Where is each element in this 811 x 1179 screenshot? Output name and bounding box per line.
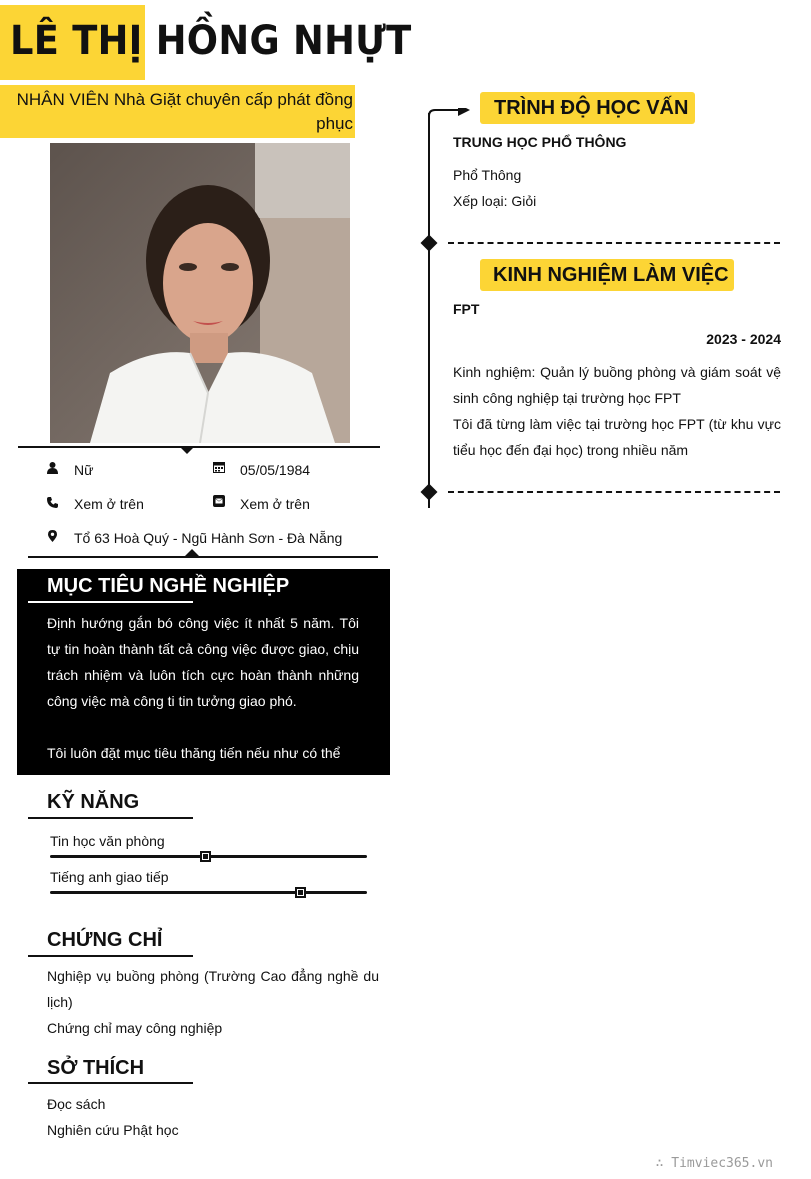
objective-paragraph: Định hướng gắn bó công việc ít nhất 5 năm. Tôi tự tin hoàn thành tất cả công việc được giao, chịu trách nhiệm và luôn tích cực hoàn thành những công việc mà công ti tin tưởng giao phó. [47, 615, 359, 709]
section-divider [448, 242, 780, 244]
experience-description: Tôi đã từng làm việc tại trường học FPT (từ khu vực tiểu học đến đại học) trong nhiều năm [453, 416, 781, 458]
email-icon [213, 495, 225, 507]
objective-text [47, 610, 359, 766]
education-title: TRÌNH ĐỘ HỌC VẤN [494, 97, 689, 119]
timeline-arrow-icon [428, 108, 472, 129]
phone-icon [46, 496, 58, 508]
address-value: Tổ 63 Hoà Quý - Ngũ Hành Sơn - Đà Nẵng [74, 530, 343, 546]
map-marker-icon [46, 530, 58, 542]
objective-title: MỤC TIÊU NGHỀ NGHIỆP [47, 575, 290, 597]
hobbies-underline [28, 1082, 193, 1084]
certificate-item: Chứng chỉ may công nghiệp [47, 1020, 223, 1036]
job-title: NHÂN VIÊN Nhà Giặt chuyên cấp phát đồng phục [0, 85, 355, 138]
hobbies-title: SỞ THÍCH [47, 1057, 145, 1079]
skill-level-marker [295, 887, 306, 898]
contact-bottom-divider [28, 556, 378, 558]
email-value: Xem ở trên [240, 496, 310, 512]
skill-label: Tiếng anh giao tiếp [50, 869, 169, 885]
contact-top-divider [18, 446, 380, 448]
candidate-name: LÊ THỊ HỒNG NHỰT [10, 18, 412, 64]
section-divider [448, 491, 780, 493]
birthday-value: 05/05/1984 [240, 462, 311, 478]
skills-underline [28, 817, 193, 819]
skills-title: KỸ NĂNG [47, 791, 140, 813]
timeline-diamond [421, 235, 438, 252]
calendar-icon [213, 461, 225, 473]
objective-underline [28, 601, 193, 603]
timeline-line [428, 113, 430, 508]
objective-paragraph: Tôi luôn đặt mục tiêu thăng tiến nếu như có thể [47, 745, 341, 761]
experience-description: Kinh nghiệm: Quản lý buồng phòng và giám soát vệ sinh công nghiệp tại trường học FPT [453, 364, 781, 406]
gender-value: Nữ [74, 462, 94, 478]
hobby-item: Nghiên cứu Phật học [47, 1122, 179, 1138]
skill-level-marker [200, 851, 211, 862]
certificates-underline [28, 955, 193, 957]
skill-bar [50, 891, 367, 894]
education-school: TRUNG HỌC PHỔ THÔNG [453, 134, 627, 150]
timeline-diamond [421, 484, 438, 501]
watermark: ∴ Timviec365.vn [655, 1156, 773, 1171]
divider-notch [179, 446, 195, 454]
user-icon [46, 462, 58, 474]
experience-period: 2023 - 2024 [706, 331, 781, 347]
hobby-item: Đọc sách [47, 1096, 106, 1112]
skill-label: Tin học văn phòng [50, 833, 165, 849]
profile-photo [50, 143, 350, 443]
phone-value: Xem ở trên [74, 496, 144, 512]
certificates-title: CHỨNG CHỈ [47, 929, 163, 951]
education-line: Phổ Thông [453, 167, 522, 183]
experience-company: FPT [453, 301, 480, 317]
education-line: Xếp loại: Giỏi [453, 193, 537, 209]
experience-title: KINH NGHIỆM LÀM VIỆC [493, 264, 729, 286]
certificate-item: Nghiệp vụ buồng phòng (Trường Cao đẳng nghề du lịch) [47, 968, 379, 1010]
